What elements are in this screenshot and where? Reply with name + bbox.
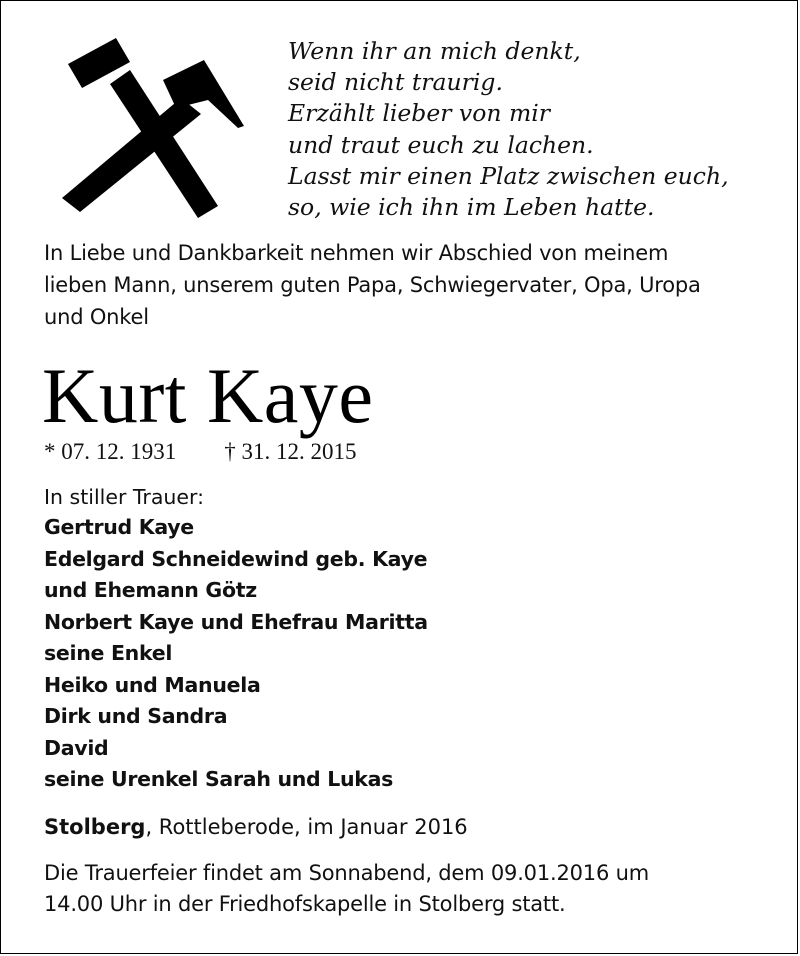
place-town: Stolberg: [44, 815, 146, 839]
mourner-line: Gertrud Kaye: [44, 515, 194, 539]
life-dates: [44, 437, 357, 467]
death-date: † 31. 12. 2015: [224, 439, 357, 464]
service-line: Die Trauerfeier findet am Sonnabend, dem 09.01.2016 um: [44, 861, 649, 885]
service-line: 14.00 Uhr in der Friedhofskapelle in Stolberg statt.: [44, 892, 566, 916]
intro-text: [44, 237, 774, 333]
poem-line: und traut euch zu lachen.: [288, 130, 594, 159]
mourner-line: und Ehemann Götz: [44, 578, 257, 602]
intro-line: In Liebe und Dankbarkeit nehmen wir Abschied von meinem: [44, 241, 669, 265]
place-date-line: [44, 812, 468, 842]
birth-date: * 07. 12. 1931: [44, 439, 177, 464]
intro-line: lieben Mann, unserem guten Papa, Schwiegervater, Opa, Uropa: [44, 273, 701, 297]
mourners-list: [44, 512, 764, 796]
poem-line: so, wie ich ihn im Leben hatte.: [288, 193, 655, 222]
poem-line: Wenn ihr an mich denkt,: [288, 37, 581, 65]
mourner-line: David: [44, 735, 109, 760]
poem-line: Erzählt lieber von mir: [288, 99, 550, 128]
mourner-line: seine Enkel: [44, 641, 173, 665]
mourner-line: Norbert Kaye und Ehefrau Maritta: [44, 609, 428, 634]
poem-line: Lasst mir einen Platz zwischen euch,: [288, 161, 729, 190]
mourner-line: seine Urenkel Sarah und Lukas: [44, 767, 394, 791]
deceased-name: Kurt Kaye: [42, 352, 374, 439]
place-rest: , Rottleberode, im Januar 2016: [145, 815, 468, 839]
poem-line: seid nicht traurig.: [288, 68, 503, 97]
mourner-line: Heiko und Manuela: [44, 672, 261, 697]
crossed-hammers-icon: [58, 36, 248, 222]
mourners-label: In stiller Trauer:: [44, 485, 204, 509]
mourner-line: Dirk und Sandra: [44, 704, 228, 728]
intro-line: und Onkel: [44, 305, 149, 329]
service-info: [44, 858, 774, 920]
mourner-line: Edelgard Schneidewind geb. Kaye: [44, 546, 428, 571]
poem: [288, 36, 768, 223]
